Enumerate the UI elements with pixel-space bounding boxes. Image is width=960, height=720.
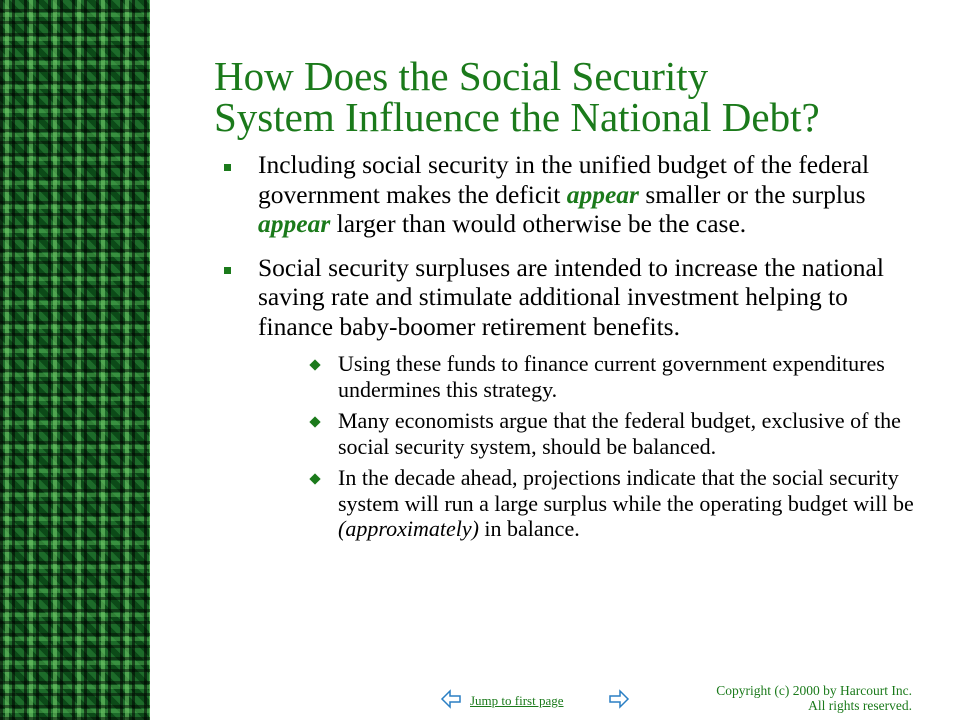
square-bullet-icon: [224, 267, 231, 274]
slide-navigation: [440, 688, 630, 712]
slide-title-line1: How Does the Social Security: [214, 53, 709, 99]
jump-to-first-page-link[interactable]: Jump to first page: [470, 693, 564, 708]
diamond-bullet-icon: [309, 416, 320, 427]
sub-bullet-text: Using these funds to finance current government expenditures undermines this strategy.: [338, 351, 885, 402]
slide-title-line2: System Influence the National Debt?: [214, 94, 820, 140]
copyright-line: Copyright (c) 2000 by Harcourt Inc.: [716, 683, 912, 698]
diamond-bullet-icon: [309, 359, 320, 370]
bullet-text: smaller or the surplus: [638, 179, 866, 209]
bullet-item-surpluses: [208, 253, 928, 542]
bullet-list: [208, 150, 928, 556]
arrow-left-icon[interactable]: [440, 688, 462, 710]
sub-bullet-text: Many economists argue that the federal budget, exclusive of the social security system, should be balanced.: [338, 408, 901, 459]
bullet-item-unified-budget: [208, 150, 928, 239]
bullet-text: larger than would otherwise be the case.: [330, 209, 747, 238]
sub-bullet-text: in balance.: [478, 516, 580, 541]
rights-line: All rights reserved.: [808, 698, 912, 713]
sub-bullet-item: [258, 408, 928, 459]
sub-bullet-item: [258, 351, 928, 402]
copyright-notice: [716, 683, 912, 713]
square-bullet-icon: [224, 164, 231, 171]
sub-bullet-text: In the decade ahead, projections indicate that the social security system will run a large surplus while the operating budget will be: [338, 465, 914, 516]
emphasis-text: appear: [566, 179, 639, 209]
diamond-bullet-icon: [309, 473, 320, 484]
emphasis-text: appear: [258, 209, 331, 238]
bullet-text: Including social security in the unified budget of the federal government makes the deficit: [258, 150, 870, 209]
slide-title: [214, 53, 944, 140]
italic-text: (approximately): [338, 516, 479, 541]
sub-bullet-item: [258, 465, 928, 542]
bullet-text: Social security surpluses are intended to increase the national saving rate and stimulate additional investment helping to finance baby-boomer retirement benefits.: [258, 252, 884, 341]
arrow-right-icon[interactable]: [608, 688, 630, 710]
decorative-sidebar-pattern: [0, 0, 150, 720]
